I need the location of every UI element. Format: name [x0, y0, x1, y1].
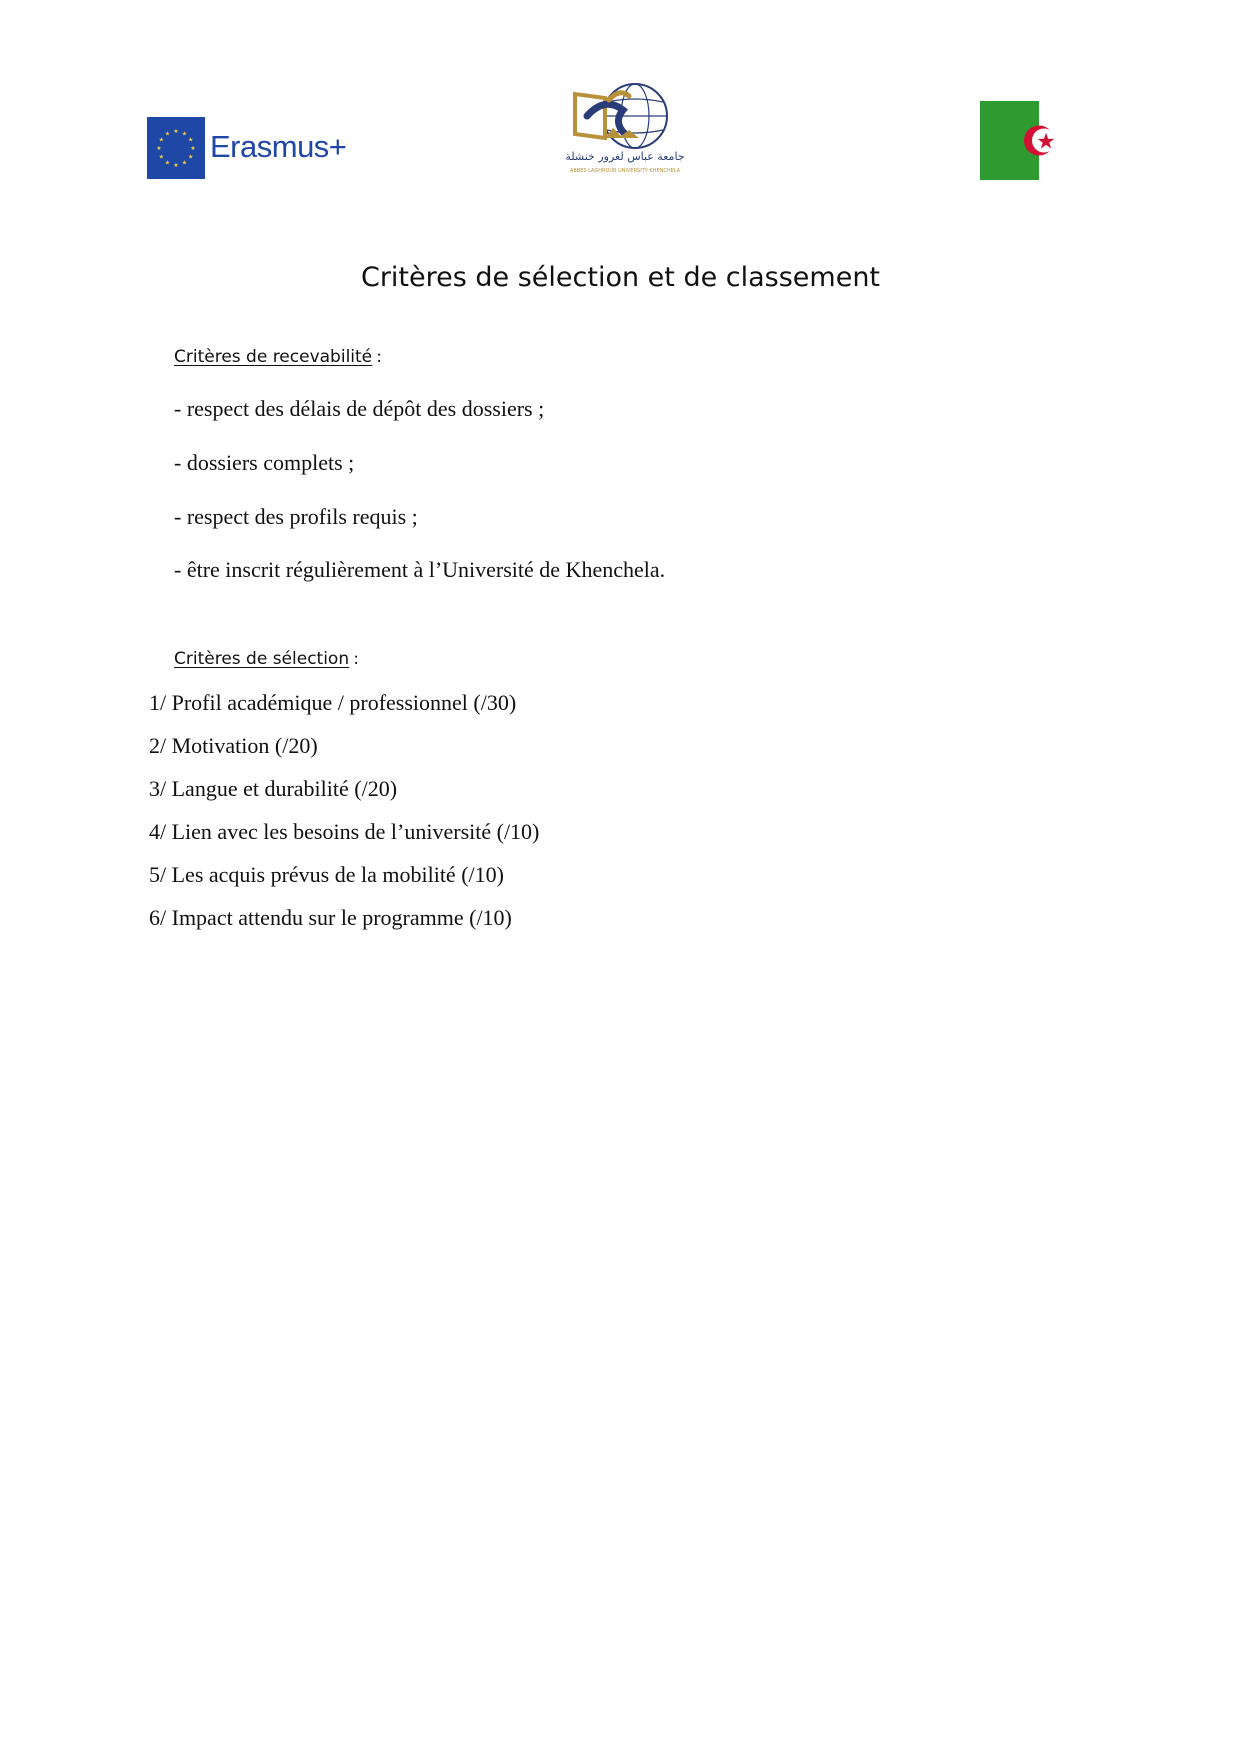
selection-criterion: 4/ Lien avec les besoins de l’université (/10) [149, 819, 540, 844]
university-logo [565, 76, 685, 182]
erasmus-logo [147, 117, 347, 179]
eu-star-icon: ★ [173, 128, 179, 135]
university-latin-name: ABBES LAGHROUR UNIVERSITY KHENCHELA [569, 168, 681, 174]
selection-criterion: 5/ Les acquis prévus de la mobilité (/10) [149, 862, 504, 887]
page-title: Critères de sélection et de classement [360, 262, 881, 293]
admissibility-item: - dossiers complets ; [174, 450, 355, 475]
eu-star-icon: ★ [158, 136, 164, 144]
admissibility-item: - respect des délais de dépôt des dossiers ; [174, 396, 545, 421]
selection-criterion: 2/ Motivation (/20) [149, 733, 318, 758]
eu-star-icon: ★ [181, 130, 188, 138]
eu-star-icon: ★ [158, 153, 164, 161]
admissibility-item: - respect des profils requis ; [174, 504, 418, 529]
admissibility-heading-colon: : [372, 346, 382, 366]
eu-star-icon: ★ [164, 130, 171, 138]
selection-criterion: 1/ Profil académique / professionnel (/30) [149, 690, 517, 715]
eu-star-icon: ★ [188, 153, 194, 161]
admissibility-item: - être inscrit régulièrement à l’Université de Khenchela. [174, 557, 666, 582]
selection-criterion: 6/ Impact attendu sur le programme (/10) [149, 905, 512, 930]
erasmus-label: Erasmus+ [210, 129, 347, 164]
eu-flag-icon [147, 117, 205, 179]
algeria-flag-icon [980, 101, 1059, 180]
eu-star-icon: ★ [173, 162, 179, 169]
eu-star-icon: ★ [156, 145, 162, 152]
eu-star-icon: ★ [190, 145, 196, 152]
selection-heading-colon: : [349, 648, 359, 668]
admissibility-heading-label: Critères de recevabilité [174, 347, 373, 367]
selection-heading [174, 648, 359, 669]
eu-star-icon: ★ [164, 159, 171, 167]
admissibility-heading [174, 346, 382, 367]
selection-heading-label: Critères de sélection [174, 649, 350, 669]
university-arabic-name: جامعة عباس لغرور خنشلة [565, 150, 685, 163]
selection-criterion: 3/ Langue et durabilité (/20) [149, 776, 398, 801]
eu-star-icon: ★ [188, 136, 194, 144]
eu-star-icon: ★ [181, 159, 188, 167]
